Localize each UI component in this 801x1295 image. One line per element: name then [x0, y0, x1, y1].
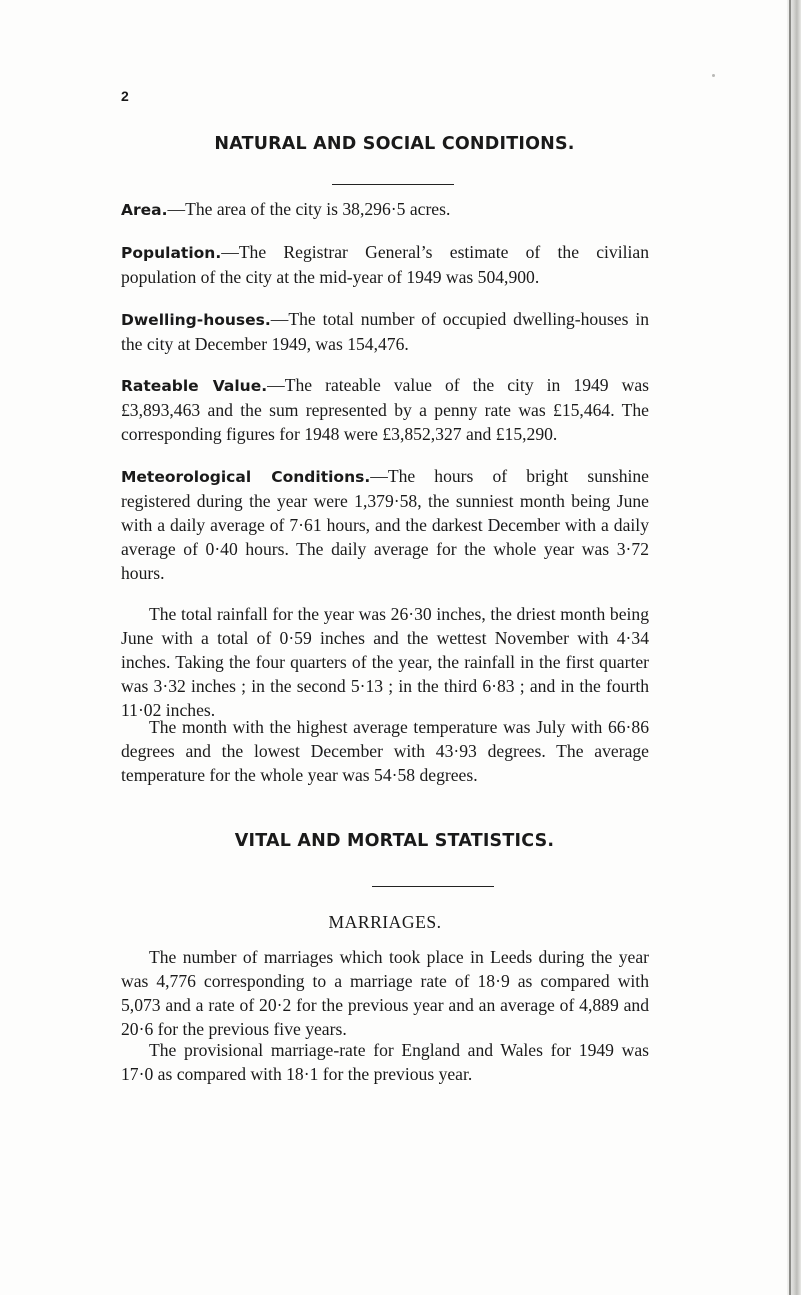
paragraph-rainfall: The total rainfall for the year was 26·30 inches, the driest month being June with a total of 0·59 inches and the wettest November with 4·34 inches. Taking the four quarters of the year, the rainfall in the first quarter was 3·32 inches ; in the second 5·13 ; in the third 6·83 ; and in the fourth 11·02 inches. — [121, 604, 649, 720]
area-text: —The area of the city is 38,296·5 acres. — [167, 199, 451, 219]
paragraph-population — [121, 240, 649, 289]
dwelling-houses-text: —The total number of occupied dwelling-houses in the city at December 1949, was 154,476. — [121, 309, 649, 354]
section-title-vital-mortal: VITAL AND MORTAL STATISTICS. — [234, 831, 555, 851]
meteorological-label: Meteorological Conditions. — [121, 468, 371, 486]
section-title-natural-social: NATURAL AND SOCIAL CONDITIONS. — [214, 134, 575, 154]
paragraph-marriage-rate: The provisional marriage-rate for England and Wales for 1949 was 17·0 as compared with 18·1 for the previous year. — [121, 1040, 649, 1084]
binding-edge-line — [789, 0, 791, 1295]
section-divider — [332, 184, 454, 185]
rateable-value-label: Rateable Value. — [121, 377, 268, 395]
paragraph-dwelling-houses — [121, 307, 649, 356]
paragraph-rateable-value — [121, 373, 649, 446]
paragraph-meteorological — [121, 464, 649, 585]
population-text: —The Registrar General’s estimate of the civilian population of the city at the mid-year of 1949 was 504,900. — [121, 242, 649, 287]
population-label: Population. — [121, 244, 222, 262]
meteorological-text: —The hours of bright sunshine registered during the year were 1,379·58, the sunniest month being June with a daily average of 7·61 hours, and the darkest December with a daily average of 0·40 hours. The daily average for the whole year was 3·72 hours. — [121, 466, 649, 583]
marriages-heading: MARRIAGES. — [328, 912, 442, 932]
page-number: 2 — [121, 88, 129, 104]
paragraph-temperature: The month with the highest average temperature was July with 66·86 degrees and the lowest December with 43·93 degrees. The average temperature for the whole year was 54·58 degrees. — [121, 717, 649, 785]
scan-speck — [712, 74, 715, 77]
dwelling-houses-label: Dwelling-houses. — [121, 311, 271, 329]
paragraph-marriages: The number of marriages which took place in Leeds during the year was 4,776 corresponding to a marriage rate of 18·9 as compared with 5,073 and a rate of 20·2 for the previous year and an average of 4,889 and 20·6 for the previous five years. — [121, 947, 649, 1039]
section-divider-2 — [372, 886, 494, 887]
area-label: Area. — [121, 201, 168, 219]
rateable-value-text: —The rateable value of the city in 1949 was £3,893,463 and the sum represented by a penny rate was £15,464. The corresponding figures for 1948 were £3,852,327 and £15,290. — [121, 375, 649, 444]
paragraph-area — [121, 197, 649, 222]
